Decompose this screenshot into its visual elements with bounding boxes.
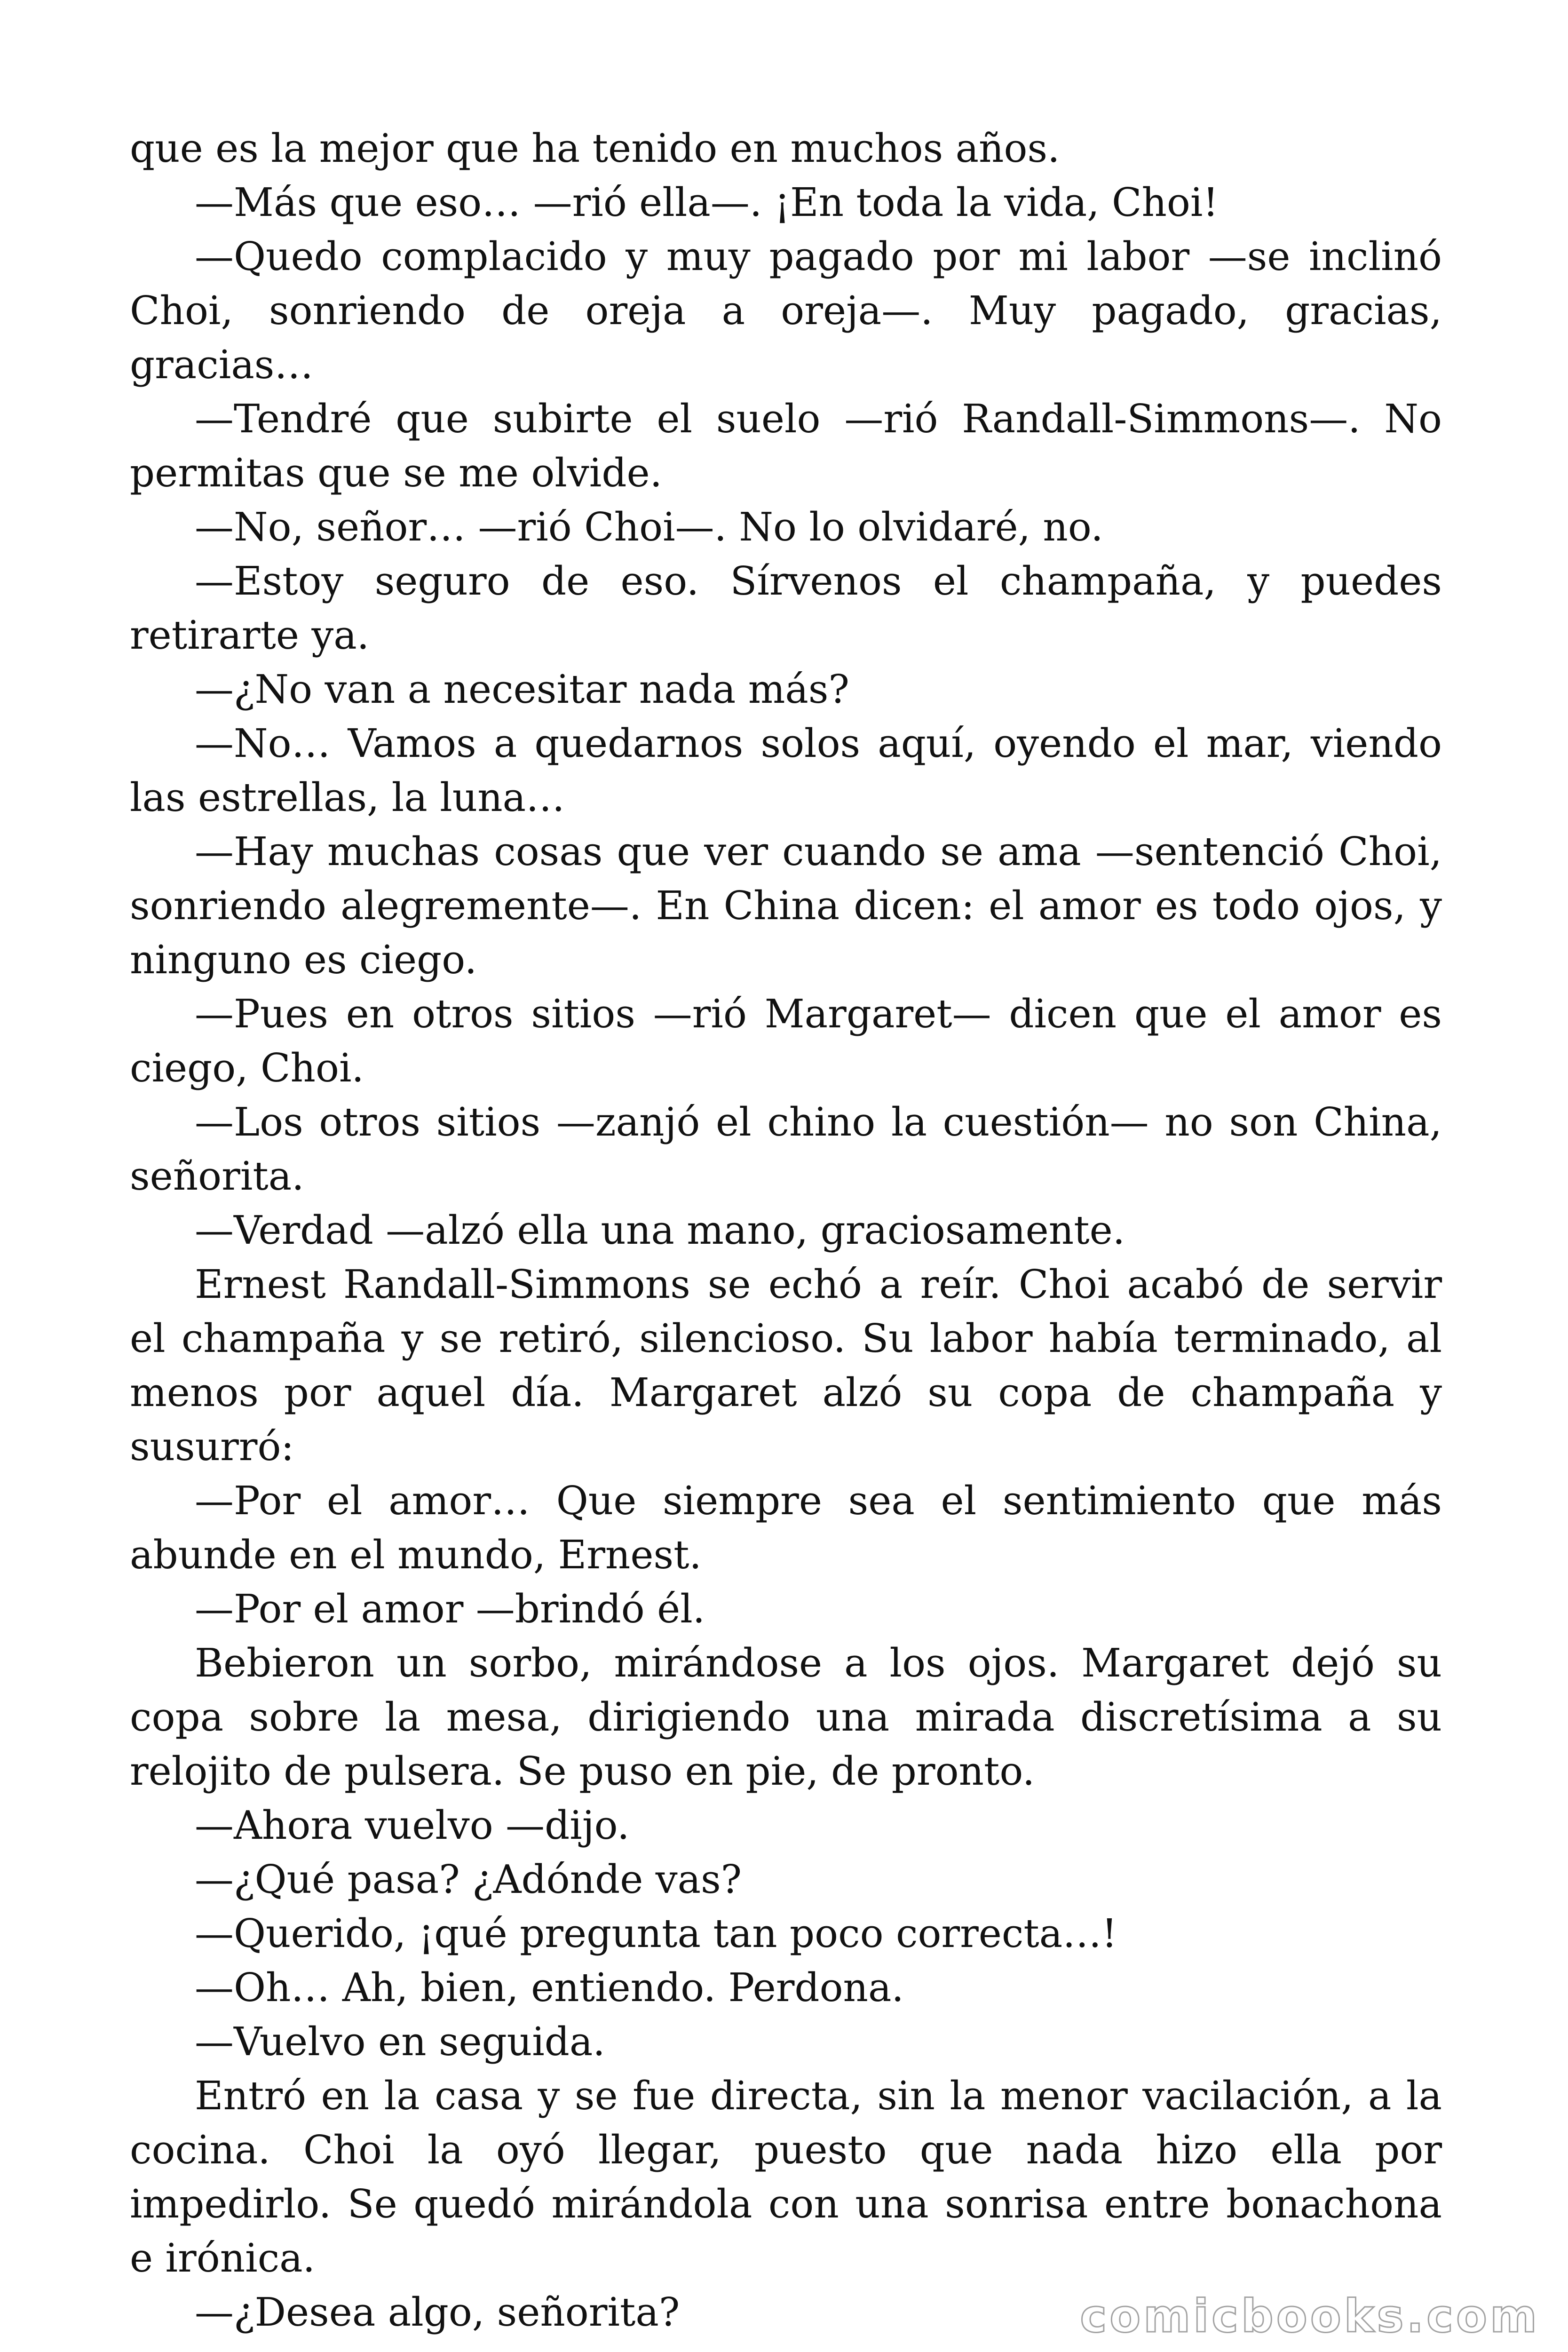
paragraph: —Pues en otros sitios —rió Margaret— dicen que el amor es ciego, Choi. <box>130 991 1442 1091</box>
watermark-logo: comicbooks.com <box>1080 2290 1540 2343</box>
paragraph: —Oh… Ah, bien, entiendo. Perdona. <box>195 1965 904 2010</box>
paragraph: Ernest Randall-Simmons se echó a reír. Choi acabó de servir el champaña y se retiró, silencioso. Su labor había terminado, al menos por aquel día. Margaret alzó su copa de champaña y susurró: <box>130 1262 1442 1470</box>
paragraph: Bebieron un sorbo, mirándose a los ojos. Margaret dejó su copa sobre la mesa, dirigiendo una mirada discretísima a su relojito de pulsera. Se puso en pie, de pronto. <box>130 1640 1442 1794</box>
paragraph: —Ahora vuelvo —dijo. <box>195 1803 630 1848</box>
paragraph: —Vuelvo en seguida. <box>195 2019 605 2065</box>
paragraph: —¿Qué pasa? ¿Adónde vas? <box>195 1857 742 1902</box>
paragraph: —Querido, ¡qué pregunta tan poco correcta…! <box>195 1911 1117 1956</box>
paragraph: —¿No van a necesitar nada más? <box>195 667 849 712</box>
paragraph: —No, señor… —rió Choi—. No lo olvidaré, no. <box>195 504 1103 550</box>
paragraph: —Más que eso… —rió ella—. ¡En toda la vida, Choi! <box>195 180 1219 225</box>
paragraph: —Tendré que subirte el suelo —rió Randall-Simmons—. No permitas que se me olvide. <box>130 396 1442 496</box>
paragraph: —Hay muchas cosas que ver cuando se ama —sentenció Choi, sonriendo alegremente—. En China dicen: el amor es todo ojos, y ninguno es ciego. <box>130 829 1442 983</box>
paragraph: —Por el amor… Que siempre sea el sentimiento que más abunde en el mundo, Ernest. <box>130 1478 1442 1578</box>
paragraph: —Verdad —alzó ella una mano, graciosamente. <box>195 1208 1125 1253</box>
paragraph: —Por el amor —brindó él. <box>195 1586 705 1632</box>
paragraph: —¿Desea algo, señorita? <box>195 2289 680 2335</box>
paragraph: —Quedo complacido y muy pagado por mi labor —se inclinó Choi, sonriendo de oreja a oreja—. Muy pagado, gracias, gracias… <box>130 234 1442 388</box>
paragraph: —No… Vamos a quedarnos solos aquí, oyendo el mar, viendo las estrellas, la luna… <box>130 721 1442 820</box>
paragraph: —Los otros sitios —zanjó el chino la cuestión— no son China, señorita. <box>130 1099 1442 1199</box>
paragraph: Entró en la casa y se fue directa, sin la menor vacilación, a la cocina. Choi la oyó llegar, puesto que nada hizo ella por impedirlo. Se quedó mirándola con una sonrisa entre bonachona e irónica. <box>130 2073 1442 2281</box>
paragraph: —Estoy seguro de eso. Sírvenos el champaña, y puedes retirarte ya. <box>130 558 1442 658</box>
paragraph: que es la mejor que ha tenido en muchos años. <box>130 126 1060 171</box>
body-text <box>130 121 1442 2339</box>
